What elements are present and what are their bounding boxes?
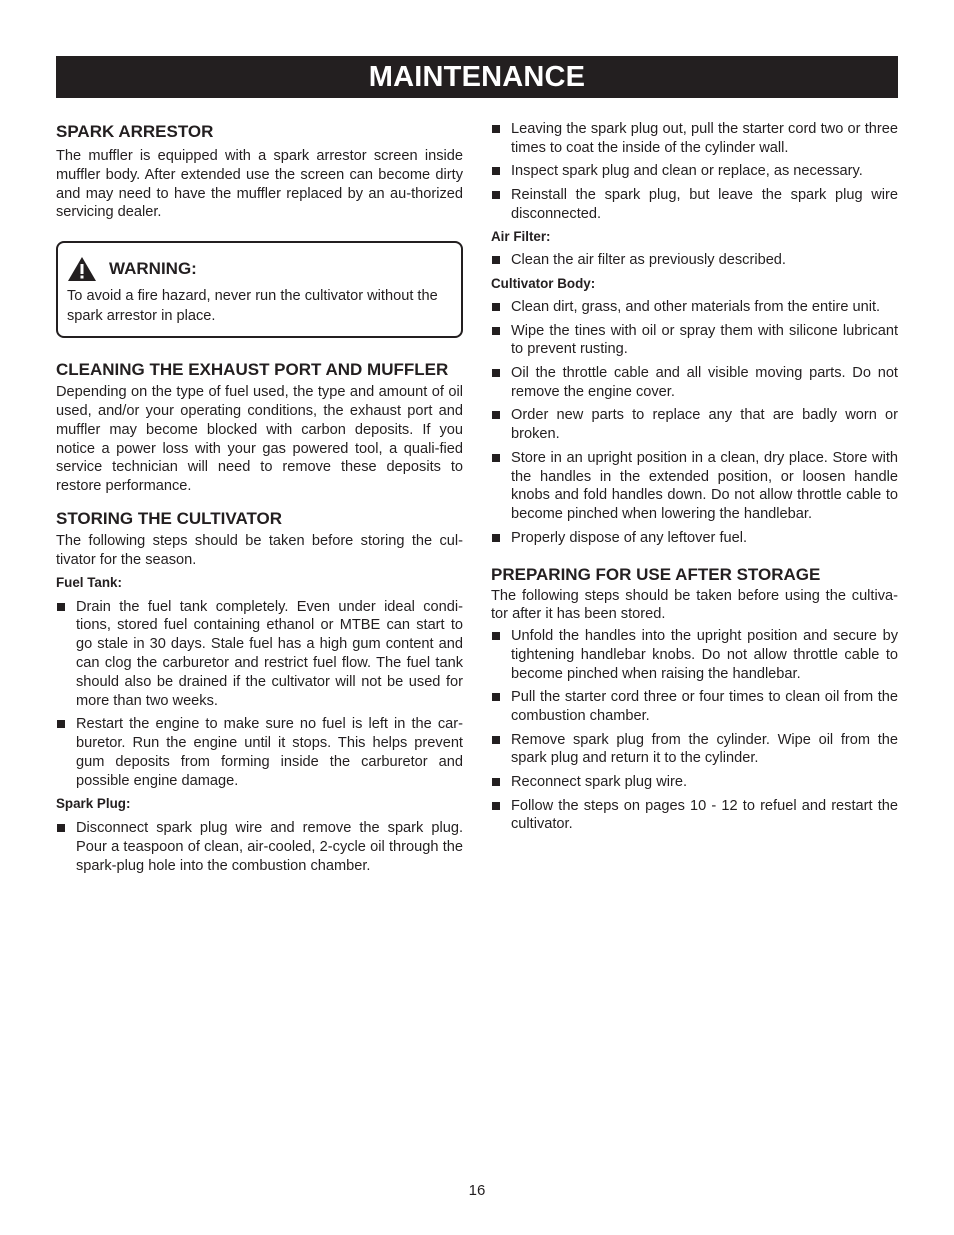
list-item: Clean dirt, grass, and other materials from the entire unit. (491, 298, 898, 317)
list-item: Drain the fuel tank completely. Even under ideal condi-tions, stored fuel containing ethanol or MTBE can start to go stale in 30 days. Stale fuel has a high gum content and can clog the carburetor and restrict fuel flow. The fuel tank should also be drained if the cultivator will not be used for more than two weeks. (56, 598, 463, 711)
list-item: Properly dispose of any leftover fuel. (491, 529, 898, 548)
list-item: Clean the air filter as previously described. (491, 251, 898, 270)
spark-plug-list-left (56, 819, 463, 875)
exhaust-body: Depending on the type of fuel used, the type and amount of oil used, and/or your operating conditions, the exhaust port and muffler may become blocked with carbon deposits. If you notice a power loss with your gas powered tool, a quali-fied service technician will need to remove these deposits to restore performance. (56, 384, 463, 495)
storing-heading: STORING THE CULTIVATOR (56, 508, 283, 528)
preparing-list (491, 627, 898, 834)
list-item: Inspect spark plug and clean or replace, as necessary. (491, 162, 898, 181)
bullet-square-icon (57, 720, 65, 728)
list-item: Restart the engine to make sure no fuel is left in the car-buretor. Run the engine until it stops. This helps prevent gum deposits from forming inside the carburetor and possible engine damage. (56, 715, 463, 790)
cultivator-body-label: Cultivator Body: (491, 275, 596, 291)
bullet-square-icon (492, 167, 500, 175)
bullet-square-icon (57, 603, 65, 611)
page-title: MAINTENANCE (368, 60, 586, 93)
spark-plug-label: Spark Plug: (56, 796, 131, 812)
list-item: Follow the steps on pages 10 - 12 to refuel and restart the cultivator. (491, 797, 898, 835)
bullet-square-icon (492, 303, 500, 311)
bullet-square-icon (492, 327, 500, 335)
list-item: Reconnect spark plug wire. (491, 773, 898, 792)
page-number: 16 (468, 1182, 486, 1199)
list-item: Reinstall the spark plug, but leave the spark plug wire disconnected. (491, 186, 898, 224)
bullet-square-icon (492, 802, 500, 810)
page-title-banner (56, 56, 898, 98)
list-item: Pull the starter cord three or four times to clean oil from the combustion chamber. (491, 688, 898, 726)
warning-title: WARNING: (109, 259, 197, 279)
preparing-heading: PREPARING FOR USE AFTER STORAGE (491, 564, 821, 584)
bullet-square-icon (492, 632, 500, 640)
list-item: Leaving the spark plug out, pull the starter cord two or three times to coat the inside of the cylinder wall. (491, 120, 898, 158)
bullet-square-icon (492, 125, 500, 133)
right-column (491, 120, 898, 839)
bullet-square-icon (492, 534, 500, 542)
exhaust-heading: CLEANING THE EXHAUST PORT AND MUFFLER (56, 360, 449, 380)
left-column (56, 120, 463, 880)
bullet-square-icon (492, 778, 500, 786)
list-item: Wipe the tines with oil or spray them with silicone lubricant to prevent rusting. (491, 322, 898, 360)
list-item: Oil the throttle cable and all visible moving parts. Do not remove the engine cover. (491, 364, 898, 402)
bullet-square-icon (492, 369, 500, 377)
spark-arrestor-body: The muffler is equipped with a spark arrestor screen inside muffler body. After extended use the screen can become dirty and may need to have the muffler replaced by an au-thorized servicing dealer. (56, 148, 463, 221)
list-item: Disconnect spark plug wire and remove the spark plug. Pour a teaspoon of clean, air-cooled, 2-cycle oil through the spark-plug hole into the combustion chamber. (56, 819, 463, 875)
bullet-square-icon (492, 256, 500, 264)
bullet-square-icon (492, 454, 500, 462)
warning-triangle-icon (67, 256, 97, 282)
bullet-square-icon (57, 824, 65, 832)
air-filter-list (491, 251, 898, 270)
spark-arrestor-heading: SPARK ARRESTOR (56, 122, 214, 141)
storing-intro: The following steps should be taken before storing the cul-tivator for the season. (56, 532, 463, 568)
warning-header (67, 257, 452, 281)
cultivator-body-list (491, 298, 898, 548)
preparing-intro: The following steps should be taken before using the cultiva-tor after it has been stored. (491, 587, 898, 623)
air-filter-label: Air Filter: (491, 229, 551, 245)
bullet-square-icon (492, 736, 500, 744)
warning-text: To avoid a fire hazard, never run the cultivator without the spark arrestor in place. (67, 288, 438, 324)
list-item: Order new parts to replace any that are badly worn or broken. (491, 406, 898, 444)
bullet-square-icon (492, 191, 500, 199)
warning-box (56, 241, 463, 338)
list-item: Store in an upright position in a clean, dry place. Store with the handles in the extended position, or loosen handle knobs and fold handles down. Do not allow throttle cable to become pinched when lowering the handlebar. (491, 449, 898, 524)
list-item: Remove spark plug from the cylinder. Wipe oil from the spark plug and return it to the cylinder. (491, 731, 898, 769)
bullet-square-icon (492, 693, 500, 701)
fuel-tank-list (56, 598, 463, 791)
list-item: Unfold the handles into the upright position and secure by tightening handlebar knobs. Do not allow throttle cable to become pinched when raising the handlebar. (491, 627, 898, 683)
fuel-tank-label: Fuel Tank: (56, 574, 122, 590)
spark-plug-list-right (491, 120, 898, 224)
bullet-square-icon (492, 411, 500, 419)
